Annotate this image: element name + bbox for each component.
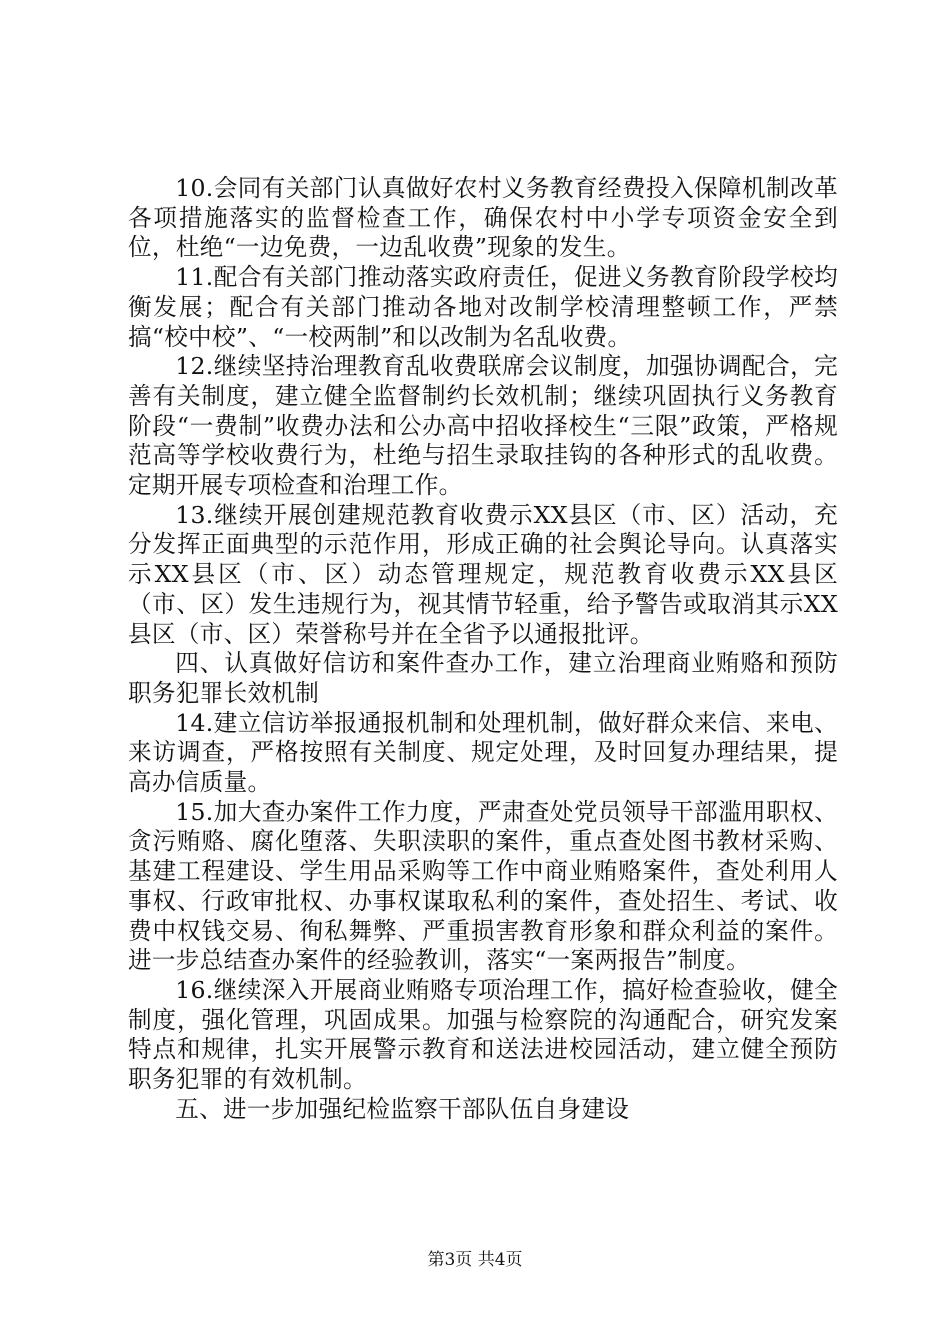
paragraph-item-15: 15.加大查办案件工作力度，严肃查处党员领导干部滥用职权、贪污贿赂、腐化堕落、失职渎职的案件，重点查处图书教材采购、基建工程建设、学生用品采购等工作中商业贿赂案件，查处利用人事权、行政审批权、办事权谋取私利的案件，查处招生、考试、收费中权钱交易、徇私舞弊、严重损害教育形象和群众利益的案件。进一步总结查办案件的经验教训，落实“一案两报告”制度。	[128, 797, 838, 975]
document-body	[128, 174, 838, 1125]
paragraph-item-14: 14.建立信访举报通报机制和处理机制，做好群众来信、来电、来访调查，严格按照有关制度、规定处理，及时回复办理结果，提高办信质量。	[128, 708, 838, 797]
section-heading-5: 五、进一步加强纪检监察干部队伍自身建设	[175, 1094, 630, 1123]
section-heading-4: 四、认真做好信访和案件查办工作，建立治理商业贿赂和预防职务犯罪长效机制	[128, 649, 838, 707]
paragraph-item-10: 10.会同有关部门认真做好农村义务教育经费投入保障机制改革各项措施落实的监督检查工作，确保农村中小学专项资金安全到位，杜绝“一边免费，一边乱收费”现象的发生。	[128, 174, 838, 262]
paragraph-item-13: 13.继续开展创建规范教育收费示XX县区（市、区）活动，充分发挥正面典型的示范作用，形成正确的社会舆论导向。认真落实示XX县区（市、区）动态管理规定，规范教育收费示XX县区（市、区）发生违规行为，视其情节轻重，给予警告或取消其示XX县区（市、区）荣誉称号并在全省予以通报批评。	[128, 500, 838, 648]
paragraph-item-16: 16.继续深入开展商业贿赂专项治理工作，搞好检查验收，健全制度，强化管理，巩固成果。加强与检察院的沟通配合，研究发案特点和规律，扎实开展警示教育和送法进校园活动，建立健全预防职务犯罪的有效机制。	[128, 975, 838, 1094]
paragraph-item-12: 12.继续坚持治理教育乱收费联席会议制度，加强协调配合，完善有关制度，建立健全监督制约长效机制；继续巩固执行义务教育阶段“一费制”收费办法和公办高中招收择校生“三限”政策，严格规范高等学校收费行为，杜绝与招生录取挂钩的各种形式的乱收费。定期开展专项检查和治理工作。	[128, 352, 838, 500]
page-number-footer: 第3页 共4页	[427, 1250, 523, 1270]
paragraph-item-11: 11.配合有关部门推动落实政府责任，促进义务教育阶段学校均衡发展；配合有关部门推动各地对改制学校清理整顿工作，严禁搞“校中校”、“一校两制”和以改制为名乱收费。	[128, 263, 838, 351]
